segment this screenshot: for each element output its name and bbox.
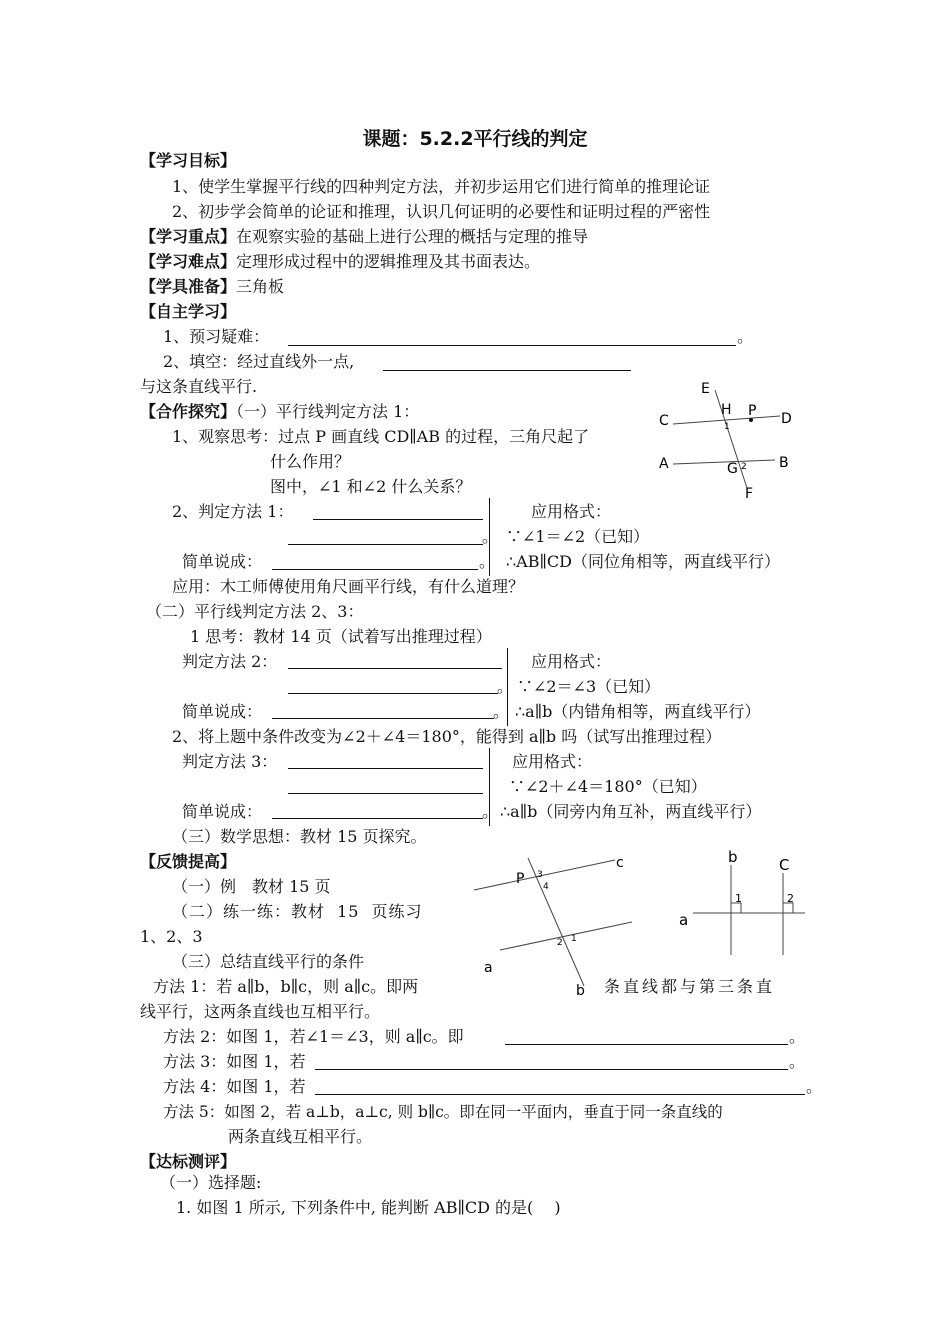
figure-parallel-lines-cd-ab xyxy=(655,378,805,503)
method2-line: 方法 2：如图 1，若∠1＝∠3，则 a∥c。即 xyxy=(163,1027,464,1046)
period: 。 xyxy=(493,702,510,721)
key-point-text: 在观察实验的基础上进行公理的概括与定理的推导 xyxy=(236,227,589,246)
feedback-ex1: （一）例 教材 15 页 xyxy=(172,877,331,896)
angle-1-label: 1 xyxy=(724,422,730,432)
self-study-q1: 1、预习疑难： xyxy=(163,327,270,346)
period: 。 xyxy=(497,677,514,696)
answer-blank[interactable] xyxy=(272,818,483,819)
angle-2-label: 2 xyxy=(787,892,794,905)
label-c: C xyxy=(779,856,790,874)
goals-heading: 【学习目标】 xyxy=(140,151,237,170)
self-study-q2: 2、填空：经过直线外一点, xyxy=(163,352,355,371)
period: 。 xyxy=(789,1027,806,1046)
divider xyxy=(507,648,508,726)
figure-2-perpendicular xyxy=(675,845,810,960)
test-heading: 【达标测评】 xyxy=(140,1152,237,1171)
angle-2-label: 2 xyxy=(741,462,747,472)
label-A: A xyxy=(659,456,669,472)
period: 。 xyxy=(482,527,499,546)
coop-sub2: （二）平行线判定方法 2、3： xyxy=(146,602,364,621)
period: 。 xyxy=(789,1052,806,1071)
format1-label: 应用格式： xyxy=(531,502,612,521)
feedback-ex3: （三）总结直线平行的条件 xyxy=(172,952,365,971)
self-study-heading: 【自主学习】 xyxy=(140,302,237,321)
coop-sub1: （一）平行线判定方法 1： xyxy=(236,402,420,421)
divider xyxy=(489,498,490,576)
method1-label: 2、判定方法 1： xyxy=(172,502,294,521)
thus3: ∴a∥b（同旁内角互补，两直线平行） xyxy=(500,802,762,821)
observe-line-2: 什么作用？ xyxy=(270,452,351,471)
answer-blank[interactable] xyxy=(505,1044,788,1045)
method2-label: 判定方法 2： xyxy=(182,652,278,671)
feedback-heading: 【反馈提高】 xyxy=(140,852,237,871)
answer-blank[interactable] xyxy=(315,1094,805,1095)
label-E: E xyxy=(701,381,710,397)
page-title: 课题：5.2.2平行线的判定 xyxy=(362,128,588,150)
since3: ∵∠2＋∠4＝180°（已知） xyxy=(509,777,707,796)
answer-blank[interactable] xyxy=(315,1069,788,1070)
answer-blank[interactable] xyxy=(288,768,483,769)
label-a: a xyxy=(679,911,689,929)
format3-label: 应用格式： xyxy=(512,752,593,771)
test-q1: 1. 如图 1 所示, 下列条件中, 能判断 AB∥CD 的是( ) xyxy=(176,1198,561,1217)
angle-1-label: 1 xyxy=(571,934,577,944)
answer-blank[interactable] xyxy=(288,345,736,346)
answer-blank[interactable] xyxy=(313,519,483,520)
period: 。 xyxy=(737,327,754,346)
period: 。 xyxy=(482,802,499,821)
label-H: H xyxy=(721,402,732,418)
label-c: c xyxy=(616,855,624,871)
difficulty-heading: 【学习难点】 xyxy=(140,252,237,271)
label-a: a xyxy=(484,960,493,976)
label-b: b xyxy=(576,983,585,999)
answer-blank[interactable] xyxy=(272,569,478,570)
method1-line-a: 方法 1：若 a∥b，b∥c，则 a∥c。即两 xyxy=(153,977,419,996)
simple2-label: 简单说成： xyxy=(182,702,263,721)
key-point-heading: 【学习重点】 xyxy=(140,227,237,246)
answer-blank[interactable] xyxy=(288,668,502,669)
simple3-label: 简单说成： xyxy=(182,802,263,821)
since1: ∵∠1＝∠2（已知） xyxy=(506,527,650,546)
since2: ∵∠2＝∠3（已知） xyxy=(517,677,661,696)
change-question: 2、将上题中条件改变为∠2＋∠4＝180°，能得到 a∥b 吗（试写出推理过程） xyxy=(172,727,722,746)
method4-line: 方法 4：如图 1，若 xyxy=(163,1077,306,1096)
label-D: D xyxy=(781,411,792,427)
apply-question: 应用：木工师傅使用角尺画平行线，有什么道理？ xyxy=(172,577,525,596)
label-b: b xyxy=(728,848,738,866)
answer-blank[interactable] xyxy=(288,793,483,794)
divider xyxy=(489,748,490,826)
period: 。 xyxy=(806,1077,823,1096)
method1-line-b: 条直线都与第三条直 xyxy=(604,977,776,996)
period: 。 xyxy=(479,552,496,571)
goal-item-2: 2、初步学会简单的论证和推理，认识几何证明的必要性和证明过程的严密性 xyxy=(172,202,711,221)
angle-2-label: 2 xyxy=(557,938,563,948)
angle-1-label: 1 xyxy=(735,892,742,905)
method3-line: 方法 3：如图 1，若 xyxy=(163,1052,306,1071)
label-B: B xyxy=(779,455,789,471)
format2-label: 应用格式： xyxy=(531,652,612,671)
label-F: F xyxy=(745,486,754,502)
observe-line-1: 1、观察思考：过点 P 画直线 CD∥AB 的过程，三角尺起了 xyxy=(172,427,590,446)
coop-sub3: （三）数学思想：教材 15 页探究。 xyxy=(172,827,427,846)
tools-heading: 【学具准备】 xyxy=(140,277,237,296)
difficulty-text: 定理形成过程中的逻辑推理及其书面表达。 xyxy=(236,252,541,271)
think-line: 1 思考：教材 14 页（试着写出推理过程） xyxy=(190,627,492,646)
answer-blank[interactable] xyxy=(288,693,498,694)
angle-3-label: 3 xyxy=(537,870,543,880)
answer-blank[interactable] xyxy=(272,718,494,719)
answer-blank[interactable] xyxy=(288,544,483,545)
method3-label: 判定方法 3： xyxy=(182,752,278,771)
tools-text: 三角板 xyxy=(236,277,285,296)
goal-item-1: 1、使学生掌握平行线的四种判定方法，并初步运用它们进行简单的推理论证 xyxy=(172,177,711,196)
label-C: C xyxy=(659,413,669,429)
thus1: ∴AB∥CD（同位角相等，两直线平行） xyxy=(506,552,780,571)
feedback-ex2b: 1、2、3 xyxy=(140,927,203,946)
angle-4-label: 4 xyxy=(543,882,549,892)
test-sub: （一）选择题: xyxy=(160,1173,262,1192)
observe-line-3: 图中，∠1 和∠2 什么关系？ xyxy=(270,477,472,496)
answer-blank[interactable] xyxy=(383,370,631,371)
method5-line-b: 两条直线互相平行。 xyxy=(228,1127,373,1146)
feedback-ex2: （二）练一练：教材 15 页练习 xyxy=(172,902,423,921)
label-P: P xyxy=(516,871,525,887)
simple1-label: 简单说成： xyxy=(182,552,263,571)
thus2: ∴a∥b（内错角相等，两直线平行） xyxy=(515,702,761,721)
method5-line-a: 方法 5：如图 2，若 a⊥b，a⊥c, 则 b∥c。即在同一平面内，垂直于同一条直线的 xyxy=(163,1103,723,1121)
coop-heading: 【合作探究】 xyxy=(140,402,237,421)
self-study-q2-cont: 与这条直线平行. xyxy=(140,377,258,396)
label-P: P xyxy=(748,403,757,419)
method1-line-c: 线平行，这两条直线也互相平行。 xyxy=(140,1002,381,1021)
label-G: G xyxy=(727,461,738,477)
